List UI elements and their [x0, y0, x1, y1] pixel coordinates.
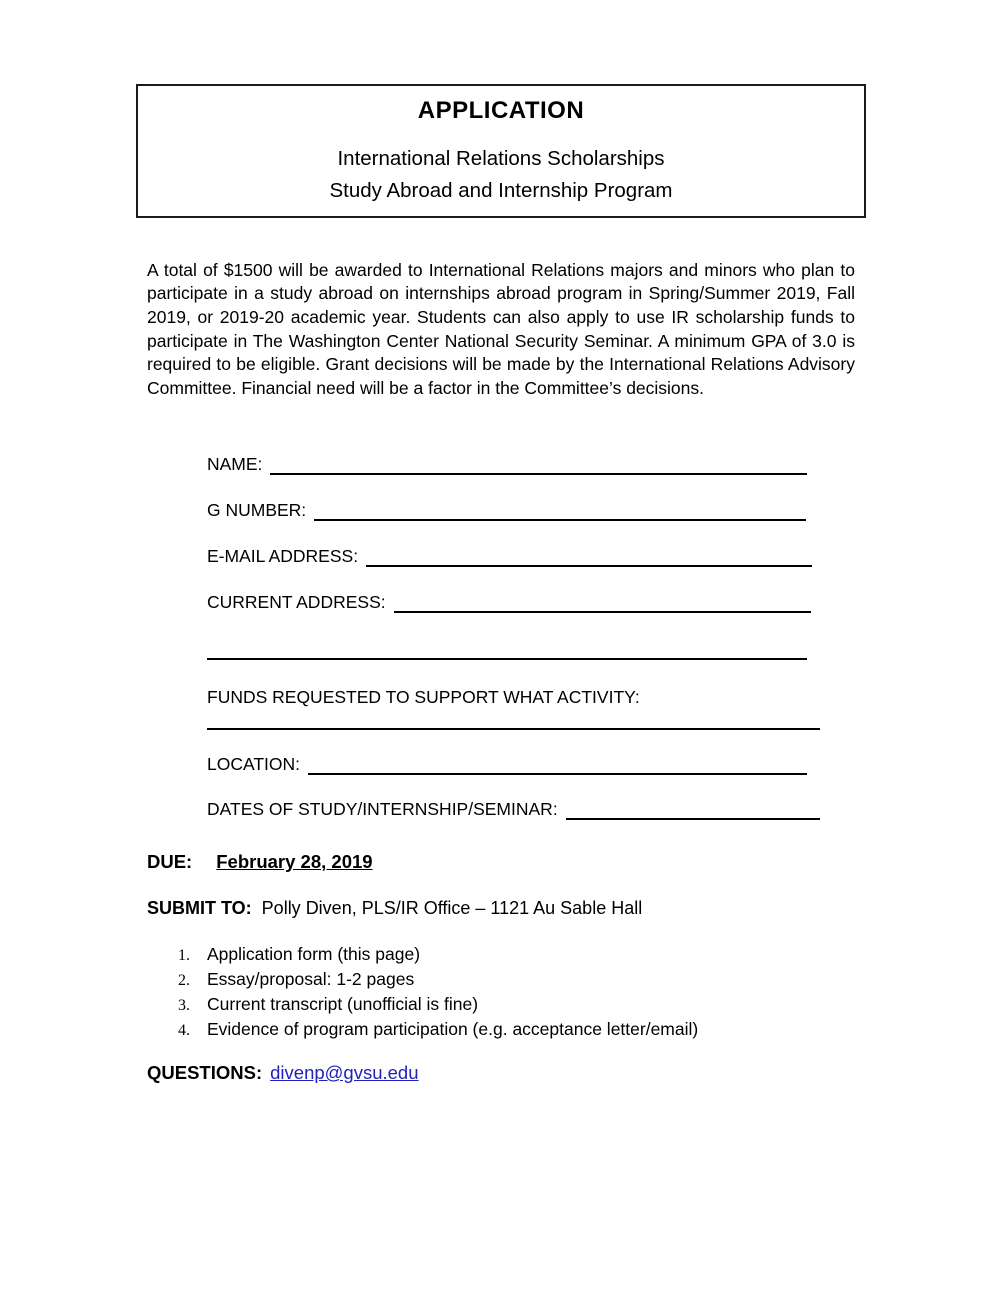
dates-field-line: [566, 816, 820, 820]
current-address-field-line: [394, 609, 811, 613]
list-item-text: Application form (this page): [207, 944, 421, 964]
location-field-row: [207, 751, 807, 775]
contact-email-link[interactable]: divenp@gvsu.edu: [270, 1062, 419, 1083]
subtitle-line-1: International Relations Scholarships: [337, 147, 665, 170]
current-address-field-label: CURRENT ADDRESS:: [207, 592, 386, 612]
funds-activity-field-line: [207, 728, 820, 730]
list-item: [147, 993, 698, 1018]
submit-label: SUBMIT TO:: [147, 898, 252, 918]
list-item-number: 1.: [178, 947, 190, 964]
name-field-line: [270, 471, 807, 475]
document-subtitle: [138, 143, 864, 207]
list-item: [147, 943, 698, 968]
dates-field-label: DATES OF STUDY/INTERNSHIP/SEMINAR:: [207, 799, 558, 819]
name-field-label: NAME:: [207, 454, 263, 474]
intro-paragraph: A total of $1500 will be awarded to International Relations majors and minors who plan to participate in a study abroad on internships abroad program in Spring/Summer 2019, Fall 2019, or 2019-20 academic year. Students can also apply to use IR scholarship funds to participate in The Washington Center National Security Seminar. A minimum GPA of 3.0 is required to be eligible. Grant decisions will be made by the International Relations Advisory Committee. Financial need will be a factor in the Committee’s decisions.: [147, 259, 855, 399]
document-title: APPLICATION: [417, 97, 585, 124]
due-label: DUE:: [147, 851, 193, 872]
list-item-text: Essay/proposal: 1-2 pages: [207, 968, 415, 989]
due-date: February 28, 2019: [216, 851, 373, 872]
due-section: [147, 851, 373, 873]
g-number-field-line: [314, 517, 806, 521]
name-field-row: [207, 451, 807, 475]
list-item-number: 2.: [178, 971, 190, 989]
submission-checklist: [147, 943, 698, 1043]
list-item-text: Evidence of program participation (e.g. acceptance letter/email): [207, 1018, 699, 1039]
list-item-number: 3.: [178, 996, 190, 1014]
header-box: [136, 84, 866, 218]
submit-section: [147, 898, 642, 919]
questions-section: [147, 1062, 419, 1084]
current-address-continuation-line: [207, 658, 807, 660]
subtitle-line-2: Study Abroad and Internship Program: [329, 179, 673, 202]
list-item: [147, 1018, 698, 1043]
email-field-row: [207, 543, 812, 567]
email-field-line: [366, 563, 812, 567]
location-field-line: [308, 771, 807, 775]
funds-activity-field-label: FUNDS REQUESTED TO SUPPORT WHAT ACTIVITY:: [207, 687, 640, 707]
current-address-field-row: [207, 589, 811, 613]
g-number-field-label: G NUMBER:: [207, 500, 307, 520]
dates-field-row: [207, 796, 820, 820]
questions-label: QUESTIONS:: [147, 1062, 263, 1083]
location-field-label: LOCATION:: [207, 754, 301, 774]
submit-value: Polly Diven, PLS/IR Office – 1121 Au Sable Hall: [261, 898, 643, 918]
list-item-text: Current transcript (unofficial is fine): [207, 993, 479, 1014]
email-field-label: E-MAIL ADDRESS:: [207, 546, 359, 566]
list-item-number: 4.: [178, 1021, 190, 1039]
g-number-field-row: [207, 497, 806, 521]
list-item: [147, 968, 698, 993]
